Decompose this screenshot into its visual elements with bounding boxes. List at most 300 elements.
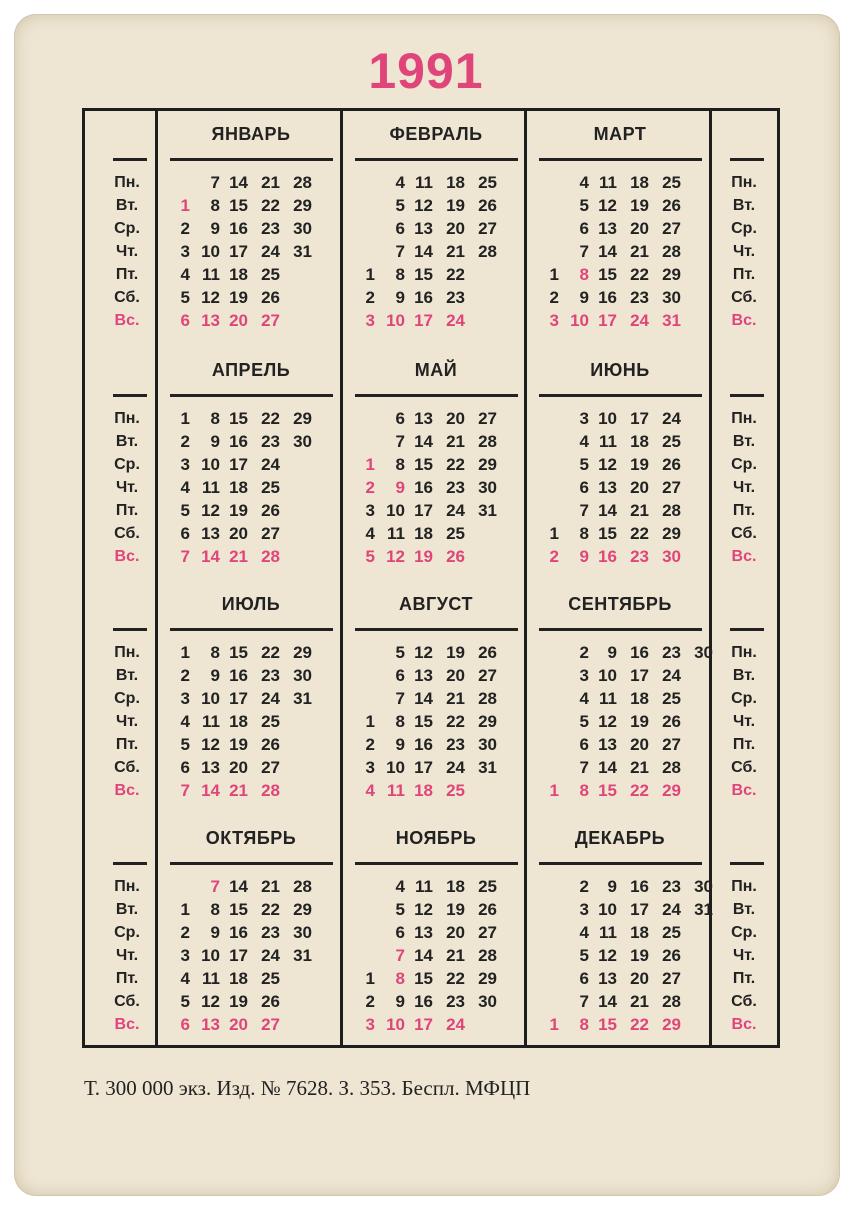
day-cell: 21 (229, 781, 248, 800)
day-cell: 13 (201, 311, 220, 330)
month-rule (170, 628, 333, 631)
day-cell: 20 (446, 409, 465, 428)
day-cell: 26 (478, 900, 497, 919)
day-cell: 28 (261, 547, 280, 566)
day-cell: 22 (630, 524, 649, 543)
day-cell: 8 (210, 409, 220, 428)
week-row (158, 522, 344, 545)
day-cell: 9 (607, 877, 617, 896)
weekday-label: Чт. (115, 243, 139, 260)
day-cell: 23 (261, 432, 280, 451)
day-cell: 17 (229, 242, 248, 261)
day-cell: 28 (478, 689, 497, 708)
weekday-label: Сб. (114, 759, 140, 776)
day-cell: 11 (415, 877, 433, 896)
day-cell: 3 (180, 689, 190, 708)
day-cell: 14 (414, 432, 433, 451)
day-cell: 19 (229, 735, 248, 754)
day-cell: 8 (395, 969, 405, 988)
day-cell: 11 (202, 712, 220, 731)
week-row (343, 990, 529, 1013)
weekday-label: Вс. (114, 782, 140, 799)
weekday-label: Вт. (115, 433, 139, 450)
day-cell: 10 (201, 242, 220, 261)
month-name: ИЮНЬ (590, 360, 650, 380)
weekday-label: Пт. (115, 970, 139, 987)
month-days (343, 171, 529, 332)
day-cell: 25 (662, 173, 681, 192)
day-cell: 5 (395, 643, 405, 662)
weekday-label: Пт. (115, 266, 139, 283)
day-cell: 26 (478, 643, 497, 662)
day-cell: 10 (598, 666, 617, 685)
day-cell: 14 (414, 242, 433, 261)
week-row (527, 499, 713, 522)
day-cell: 4 (180, 265, 190, 284)
day-cell: 7 (395, 242, 405, 261)
day-cell: 19 (630, 196, 649, 215)
day-cell: 29 (478, 455, 497, 474)
day-cell: 20 (229, 758, 248, 777)
day-cell: 8 (579, 781, 589, 800)
day-cell: 16 (414, 478, 433, 497)
month-name: АПРЕЛЬ (211, 360, 291, 380)
day-cell: 7 (180, 781, 190, 800)
weekday-label: Вт. (732, 433, 756, 450)
weekday-label: Вт. (115, 667, 139, 684)
day-cell: 9 (395, 288, 405, 307)
day-cell: 4 (365, 524, 375, 543)
day-cell: 22 (630, 1015, 649, 1034)
day-cell: 12 (414, 643, 433, 662)
day-cell: 31 (293, 689, 312, 708)
week-row (343, 921, 529, 944)
day-cell: 2 (579, 877, 589, 896)
weekday-label: Пн. (731, 410, 757, 427)
day-cell: 11 (415, 173, 433, 192)
day-cell: 11 (599, 923, 617, 942)
day-cell: 3 (365, 501, 375, 520)
day-cell: 13 (598, 478, 617, 497)
week-row (527, 687, 713, 710)
month-block (527, 812, 713, 1046)
week-row (343, 545, 529, 568)
day-cell: 17 (414, 501, 433, 520)
day-cell: 13 (598, 219, 617, 238)
day-cell: 3 (365, 1015, 375, 1034)
week-row (527, 217, 713, 240)
day-cell: 21 (446, 432, 465, 451)
day-cell: 6 (180, 524, 190, 543)
weekday-label: Сб. (731, 759, 757, 776)
day-cell: 14 (414, 689, 433, 708)
day-cell: 20 (229, 311, 248, 330)
day-cell: 6 (579, 969, 589, 988)
day-cell: 25 (662, 432, 681, 451)
day-cell: 28 (662, 758, 681, 777)
day-cell: 2 (579, 643, 589, 662)
weekday-rule (113, 862, 147, 865)
month-days (527, 641, 713, 802)
weekday-label: Пн. (731, 644, 757, 661)
day-cell: 23 (261, 666, 280, 685)
week-row (527, 756, 713, 779)
day-cell: 16 (414, 288, 433, 307)
day-cell: 2 (365, 992, 375, 1011)
day-cell: 17 (414, 1015, 433, 1034)
month-days (527, 171, 713, 332)
day-cell: 21 (630, 758, 649, 777)
month-name: МАЙ (414, 360, 458, 380)
day-cell: 14 (598, 758, 617, 777)
weekday-label: Вс. (114, 548, 140, 565)
weekday-label: Пн. (731, 878, 757, 895)
day-cell: 31 (293, 242, 312, 261)
day-cell: 21 (261, 173, 280, 192)
weekday-label: Вт. (115, 901, 139, 918)
weekday-rule (113, 628, 147, 631)
day-cell: 12 (201, 501, 220, 520)
day-cell: 3 (579, 409, 589, 428)
month-block (158, 578, 344, 812)
weekday-label: Пт. (732, 970, 756, 987)
day-cell: 31 (662, 311, 681, 330)
week-row (527, 263, 713, 286)
month-block (527, 578, 713, 812)
day-cell: 5 (579, 946, 589, 965)
day-cell: 9 (579, 288, 589, 307)
weekday-label: Пн. (114, 878, 140, 895)
day-cell: 14 (598, 992, 617, 1011)
day-cell: 24 (261, 455, 280, 474)
day-cell: 21 (261, 877, 280, 896)
day-cell: 26 (662, 946, 681, 965)
weekday-label: Пн. (731, 174, 757, 191)
day-cell: 4 (180, 712, 190, 731)
day-cell: 29 (662, 265, 681, 284)
day-cell: 2 (180, 666, 190, 685)
day-cell: 22 (261, 196, 280, 215)
day-cell: 5 (579, 712, 589, 731)
weekday-column-right (716, 578, 772, 812)
day-cell: 7 (180, 547, 190, 566)
day-cell: 25 (478, 877, 497, 896)
weekday-label: Ср. (731, 924, 757, 941)
day-cell: 22 (261, 409, 280, 428)
day-cell: 17 (630, 900, 649, 919)
month-name: ОКТЯБРЬ (205, 828, 297, 848)
weekday-label: Ср. (731, 690, 757, 707)
month-days (527, 875, 713, 1036)
day-cell: 2 (365, 288, 375, 307)
day-cell: 28 (293, 877, 312, 896)
day-cell: 27 (662, 969, 681, 988)
day-cell: 20 (229, 524, 248, 543)
quarter-row (85, 344, 777, 578)
week-row (343, 1013, 529, 1036)
day-cell: 12 (598, 712, 617, 731)
day-cell: 1 (180, 409, 190, 428)
day-cell: 25 (261, 969, 280, 988)
day-cell: 25 (446, 781, 465, 800)
day-cell: 24 (261, 689, 280, 708)
day-cell: 10 (598, 900, 617, 919)
day-cell: 10 (386, 1015, 405, 1034)
day-cell: 24 (446, 758, 465, 777)
week-row (527, 779, 713, 802)
day-cell: 27 (261, 524, 280, 543)
day-cell: 7 (579, 242, 589, 261)
day-cell: 15 (598, 265, 617, 284)
day-cell: 10 (386, 311, 405, 330)
day-cell: 28 (662, 242, 681, 261)
day-cell: 22 (446, 455, 465, 474)
day-cell: 6 (395, 219, 405, 238)
day-cell: 5 (180, 288, 190, 307)
day-cell: 23 (662, 877, 681, 896)
day-cell: 8 (210, 196, 220, 215)
month-days (343, 641, 529, 802)
day-cell: 4 (180, 969, 190, 988)
day-cell: 5 (180, 735, 190, 754)
day-cell: 12 (598, 946, 617, 965)
weekday-label: Чт. (115, 947, 139, 964)
day-cell: 23 (446, 288, 465, 307)
week-row (527, 545, 713, 568)
day-cell: 1 (180, 900, 190, 919)
day-cell: 26 (261, 992, 280, 1011)
day-cell: 17 (598, 311, 617, 330)
day-cell: 22 (446, 712, 465, 731)
week-row (343, 263, 529, 286)
week-row (343, 430, 529, 453)
week-row (158, 286, 344, 309)
weekday-column-left (99, 344, 155, 578)
week-row (527, 407, 713, 430)
day-cell: 7 (395, 689, 405, 708)
day-cell: 13 (201, 758, 220, 777)
day-cell: 8 (395, 455, 405, 474)
day-cell: 30 (694, 643, 713, 662)
day-cell: 31 (293, 946, 312, 965)
week-row (343, 664, 529, 687)
month-block (527, 344, 713, 578)
day-cell: 15 (598, 524, 617, 543)
day-cell: 5 (579, 455, 589, 474)
day-cell: 28 (478, 432, 497, 451)
month-days (158, 641, 344, 802)
day-cell: 24 (662, 409, 681, 428)
week-row (158, 733, 344, 756)
day-cell: 23 (662, 643, 681, 662)
week-row (158, 875, 344, 898)
day-cell: 15 (229, 900, 248, 919)
month-block (527, 108, 713, 342)
month-block (158, 108, 344, 342)
day-cell: 10 (386, 758, 405, 777)
day-cell: 17 (630, 666, 649, 685)
week-row (158, 687, 344, 710)
day-cell: 4 (180, 478, 190, 497)
week-row (158, 756, 344, 779)
week-row (158, 430, 344, 453)
month-rule (539, 628, 702, 631)
weekday-label: Вт. (732, 197, 756, 214)
day-cell: 6 (180, 758, 190, 777)
day-cell: 24 (662, 666, 681, 685)
day-cell: 28 (261, 781, 280, 800)
month-days (343, 407, 529, 568)
week-row (158, 171, 344, 194)
day-cell: 20 (446, 666, 465, 685)
day-cell: 3 (180, 455, 190, 474)
day-cell: 27 (261, 1015, 280, 1034)
day-cell: 26 (662, 455, 681, 474)
day-cell: 30 (694, 877, 713, 896)
week-row (343, 779, 529, 802)
day-cell: 2 (365, 735, 375, 754)
month-days (527, 407, 713, 568)
day-cell: 6 (180, 1015, 190, 1034)
day-cell: 17 (630, 409, 649, 428)
weekday-label: Сб. (114, 993, 140, 1010)
day-cell: 9 (210, 219, 220, 238)
week-row (158, 664, 344, 687)
day-cell: 14 (229, 173, 248, 192)
day-cell: 1 (365, 712, 375, 731)
day-cell: 25 (478, 173, 497, 192)
day-cell: 9 (607, 643, 617, 662)
day-cell: 7 (579, 992, 589, 1011)
weekday-column-right (716, 108, 772, 342)
week-row (343, 499, 529, 522)
month-block (343, 578, 529, 812)
day-cell: 25 (261, 265, 280, 284)
weekday-label: Сб. (731, 993, 757, 1010)
day-cell: 26 (261, 735, 280, 754)
day-cell: 3 (579, 666, 589, 685)
day-cell: 26 (446, 547, 465, 566)
day-cell: 22 (630, 265, 649, 284)
day-cell: 6 (579, 478, 589, 497)
weekday-rule (730, 394, 764, 397)
day-cell: 14 (414, 946, 433, 965)
day-cell: 8 (579, 524, 589, 543)
day-cell: 6 (395, 666, 405, 685)
week-row (343, 407, 529, 430)
weekday-label: Сб. (114, 289, 140, 306)
quarter-row (85, 578, 777, 812)
weekday-label: Вт. (732, 667, 756, 684)
weekday-label: Вс. (731, 548, 757, 565)
month-block (158, 344, 344, 578)
week-row (527, 286, 713, 309)
week-row (158, 263, 344, 286)
weekday-label: Пт. (115, 736, 139, 753)
day-cell: 19 (630, 946, 649, 965)
weekday-label: Вс. (114, 312, 140, 329)
week-row (343, 710, 529, 733)
day-cell: 5 (365, 547, 375, 566)
weekday-rule (113, 158, 147, 161)
day-cell: 20 (630, 478, 649, 497)
day-cell: 12 (201, 992, 220, 1011)
day-cell: 18 (229, 478, 248, 497)
week-row (527, 875, 713, 898)
week-row (527, 641, 713, 664)
week-row (343, 967, 529, 990)
weekday-label: Сб. (731, 289, 757, 306)
day-cell: 6 (395, 409, 405, 428)
day-cell: 13 (598, 969, 617, 988)
day-cell: 20 (630, 219, 649, 238)
day-cell: 9 (395, 735, 405, 754)
week-row (343, 240, 529, 263)
week-row (158, 545, 344, 568)
day-cell: 12 (414, 900, 433, 919)
week-row (343, 944, 529, 967)
day-cell: 18 (630, 173, 649, 192)
week-row (343, 309, 529, 332)
month-block (343, 344, 529, 578)
week-row (343, 687, 529, 710)
day-cell: 24 (662, 900, 681, 919)
week-row (158, 476, 344, 499)
day-cell: 19 (414, 547, 433, 566)
week-row (158, 1013, 344, 1036)
day-cell: 2 (180, 219, 190, 238)
day-cell: 7 (210, 173, 220, 192)
day-cell: 1 (180, 643, 190, 662)
day-cell: 14 (598, 242, 617, 261)
day-cell: 18 (630, 689, 649, 708)
day-cell: 14 (201, 781, 220, 800)
day-cell: 26 (478, 196, 497, 215)
day-cell: 16 (229, 432, 248, 451)
day-cell: 6 (579, 219, 589, 238)
day-cell: 12 (598, 196, 617, 215)
day-cell: 7 (210, 877, 220, 896)
day-cell: 8 (395, 265, 405, 284)
weekday-label: Чт. (732, 479, 756, 496)
day-cell: 5 (180, 501, 190, 520)
day-cell: 6 (579, 735, 589, 754)
month-name: СЕНТЯБРЬ (568, 594, 672, 614)
weekday-label: Чт. (115, 479, 139, 496)
day-cell: 31 (478, 501, 497, 520)
day-cell: 22 (630, 781, 649, 800)
day-cell: 26 (261, 288, 280, 307)
day-cell: 16 (229, 219, 248, 238)
week-row (343, 756, 529, 779)
day-cell: 19 (446, 196, 465, 215)
day-cell: 19 (229, 992, 248, 1011)
day-cell: 30 (662, 288, 681, 307)
day-cell: 16 (630, 877, 649, 896)
month-days (158, 407, 344, 568)
month-block (343, 812, 529, 1046)
day-cell: 23 (261, 219, 280, 238)
day-cell: 23 (446, 735, 465, 754)
weekday-label: Сб. (114, 525, 140, 542)
day-cell: 27 (478, 409, 497, 428)
week-row (158, 407, 344, 430)
week-row (527, 171, 713, 194)
day-cell: 25 (261, 712, 280, 731)
day-cell: 23 (261, 923, 280, 942)
day-cell: 26 (662, 712, 681, 731)
weekday-column-left (99, 812, 155, 1046)
